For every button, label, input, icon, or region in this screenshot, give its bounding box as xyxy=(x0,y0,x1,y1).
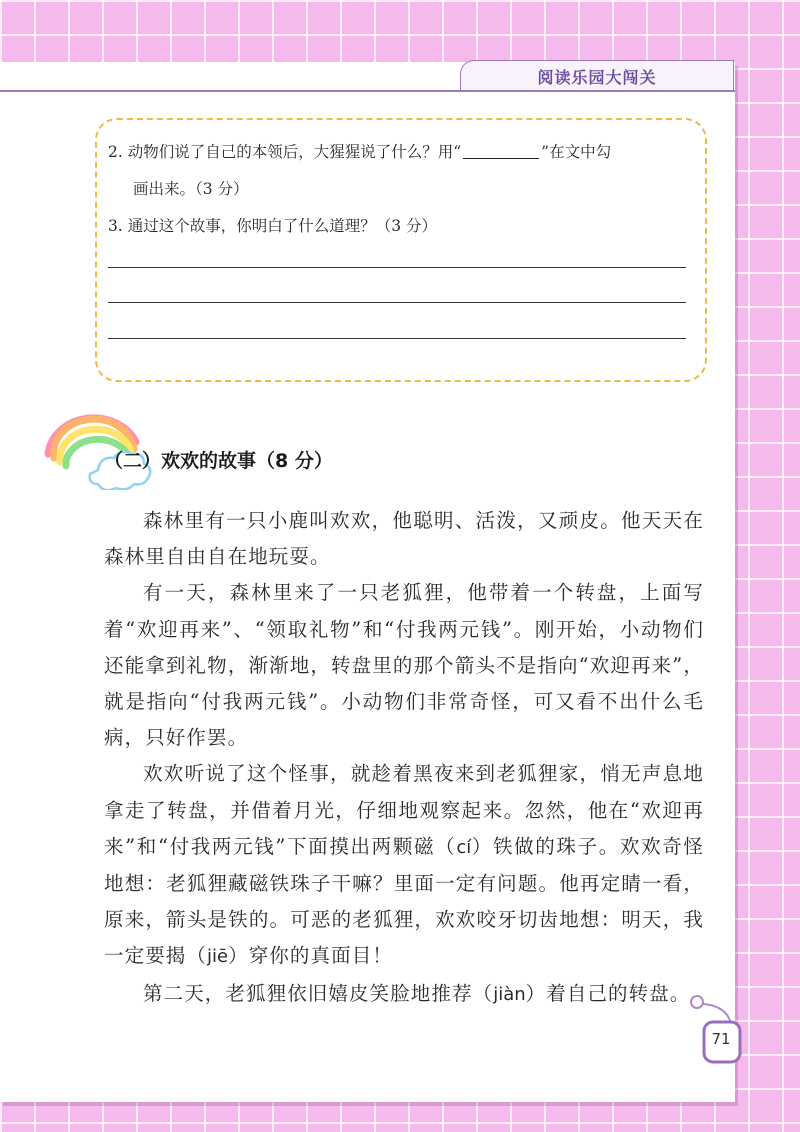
answer-line-1[interactable] xyxy=(108,267,686,268)
story-paragraph-2: 有一天，森林里来了一只老狐狸，他带着一个转盘，上面写着“欢迎再来”、“领取礼物”和“付我两元钱”。刚开始，小动物们还能拿到礼物，渐渐地，转盘里的那个箭头不是指向“欢迎再来”，就是指向“付我两元钱”。小动物们非常奇怪，可又看不出什么毛病，只好作罢。 xyxy=(104,581,704,750)
page-number: 71 xyxy=(711,1030,731,1048)
pinyin: jiàn xyxy=(493,983,526,1005)
question-3: 3. 通过这个故事，你明白了什么道理？（3 分） xyxy=(108,217,438,235)
story-text xyxy=(104,503,704,1013)
story-paragraph-3: 欢欢听说了这个怪事，就趁着黑夜来到老狐狸家，悄无声息地拿走了转盘，并借着月光，仔细地观察起来。忽然，他在“欢迎再来”和“付我两元钱”下面摸出两颗磁（cí）铁做的珠子。欢欢奇怪地想：老狐狸藏磁铁珠子干嘛？里面一定有问题。他再定睛一看，原来，箭头是铁的。可恶的老狐狸，欢欢咬牙切齿地想：明天，我一定要揭（jiē）穿你的真面目！ xyxy=(104,762,704,968)
answer-line-2[interactable] xyxy=(108,302,686,303)
story-paragraph-4: 第二天，老狐狸依旧嬉皮笑脸地推荐（jiàn）着自己的转盘。 xyxy=(143,981,691,1005)
pinyin: cí xyxy=(456,836,472,858)
question-2: 2. 动物们说了自己的本领后，大猩猩说了什么？用“ ”在文中勾 xyxy=(108,143,612,161)
section-title: （二）欢欢的故事（8 分） xyxy=(104,450,333,472)
question-2-line2: 画出来。（3 分） xyxy=(133,180,249,198)
inline-blank xyxy=(463,143,539,159)
header-divider xyxy=(0,90,735,92)
pinyin: jiē xyxy=(207,946,229,968)
answer-line-3[interactable] xyxy=(108,338,686,339)
story-paragraph-1: 森林里有一只小鹿叫欢欢，他聪明、活泼，又顽皮。他天天在森林里自由自在地玩耍。 xyxy=(104,509,704,569)
header-title: 阅读乐园大闯关 xyxy=(460,60,734,91)
